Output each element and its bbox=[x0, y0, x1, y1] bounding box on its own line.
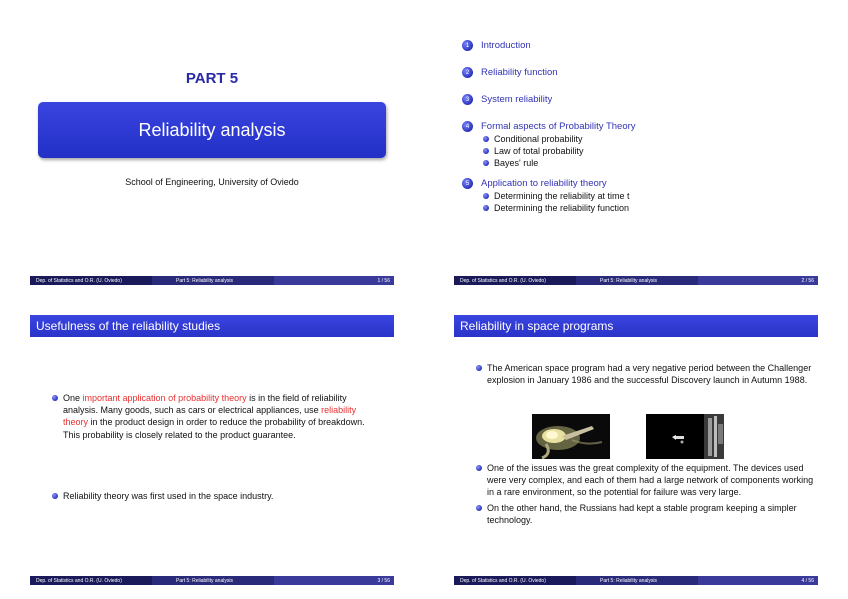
bullet-list bbox=[474, 362, 814, 386]
footer-dept: Dep. of Statistics and O.R. (U. Oviedo) bbox=[454, 276, 576, 285]
bullet-icon bbox=[476, 365, 482, 371]
outline bbox=[462, 40, 832, 229]
subsection-label: Bayes' rule bbox=[494, 158, 539, 168]
subsection-item[interactable] bbox=[481, 145, 832, 157]
subsection-item[interactable] bbox=[481, 202, 832, 214]
section-title[interactable]: System reliability bbox=[481, 94, 553, 105]
frame-title bbox=[30, 315, 394, 337]
frame-title-text: Usefulness of the reliability studies bbox=[36, 319, 221, 333]
footer-page: 4 / 56 bbox=[698, 576, 818, 585]
footer bbox=[30, 276, 394, 285]
section-number-icon: 3 bbox=[462, 94, 473, 105]
subsection-list bbox=[481, 133, 832, 169]
section-title[interactable]: Reliability function bbox=[481, 67, 558, 78]
text: Reliability theory was first used in the space industry. bbox=[63, 491, 274, 501]
footer-title: Part 5: Reliability analysis bbox=[152, 276, 274, 285]
part-label: PART 5 bbox=[185, 70, 239, 87]
footer-title: Part 5: Reliability analysis bbox=[576, 276, 698, 285]
slide-usefulness bbox=[0, 300, 424, 599]
section-number-icon: 4 bbox=[462, 121, 473, 132]
outline-section[interactable] bbox=[462, 40, 832, 52]
outline-section[interactable] bbox=[462, 94, 832, 106]
outline-section[interactable] bbox=[462, 67, 832, 79]
bullet-icon bbox=[483, 205, 489, 211]
frame-title bbox=[454, 315, 818, 337]
footer-dept: Dep. of Statistics and O.R. (U. Oviedo) bbox=[30, 276, 152, 285]
text: One bbox=[63, 393, 83, 403]
bullet-list bbox=[50, 392, 380, 441]
bullet-icon bbox=[476, 465, 482, 471]
footer-dept: Dep. of Statistics and O.R. (U. Oviedo) bbox=[30, 576, 152, 585]
slide-space-programs bbox=[424, 300, 848, 599]
institute: School of Engineering, University of Oviedo bbox=[125, 177, 299, 187]
footer-page: 2 / 56 bbox=[698, 276, 818, 285]
bullet-icon bbox=[483, 193, 489, 199]
bullet-icon bbox=[476, 505, 482, 511]
footer-dept: Dep. of Statistics and O.R. (U. Oviedo) bbox=[454, 576, 576, 585]
text: is in the field of reliability analysis. Many goods, such as cars or electrical appliances, use bbox=[63, 393, 347, 416]
bullet-item bbox=[474, 502, 814, 526]
text: On the other hand, the Russians had kept a stable program keeping a simpler technology. bbox=[487, 502, 797, 525]
section-number-icon: 2 bbox=[462, 67, 473, 78]
bullet-item bbox=[50, 490, 380, 502]
text: The American space program had a very negative period between the Challenger explosion in January 1986 and the successful Discovery launch in Autumn 1988. bbox=[487, 363, 812, 386]
title-box bbox=[38, 102, 386, 158]
section-number-icon: 5 bbox=[462, 178, 473, 189]
slide-outline bbox=[424, 0, 848, 299]
bullet-icon bbox=[52, 395, 58, 401]
footer-page: 3 / 56 bbox=[274, 576, 394, 585]
section-title[interactable]: Application to reliability theory bbox=[481, 178, 607, 189]
highlight-text: important application of probability theory bbox=[82, 393, 247, 403]
text: in the product design in order to reduce the probability of breakdown. This probability is closely related to the product guarantee. bbox=[63, 417, 365, 440]
bullet-icon bbox=[52, 493, 58, 499]
section-title[interactable]: Formal aspects of Probability Theory bbox=[481, 121, 636, 132]
bullet-list bbox=[50, 490, 380, 502]
outline-section[interactable] bbox=[462, 121, 832, 169]
challenger-image bbox=[532, 414, 610, 459]
footer-page: 1 / 56 bbox=[274, 276, 394, 285]
subsection-label: Determining the reliability at time t bbox=[494, 191, 630, 201]
subsection-label: Determining the reliability function bbox=[494, 203, 630, 213]
bullet-list bbox=[474, 462, 814, 526]
subsection-label: Conditional probability bbox=[494, 134, 583, 144]
presentation-title: Reliability analysis bbox=[138, 119, 286, 140]
subsection-item[interactable] bbox=[481, 133, 832, 145]
bullet-item bbox=[474, 462, 814, 499]
bullet-icon bbox=[483, 160, 489, 166]
bullet-icon bbox=[483, 136, 489, 142]
discovery-image bbox=[646, 414, 724, 459]
bullet-icon bbox=[483, 148, 489, 154]
section-number-icon: 1 bbox=[462, 40, 473, 51]
image-row bbox=[532, 414, 732, 459]
highlight-text: reliability theory bbox=[63, 405, 357, 428]
subsection-item[interactable] bbox=[481, 157, 832, 169]
subsection-list bbox=[481, 190, 832, 214]
footer bbox=[30, 576, 394, 585]
footer bbox=[454, 276, 818, 285]
bullet-item bbox=[50, 392, 380, 441]
footer bbox=[454, 576, 818, 585]
bullet-item bbox=[474, 362, 814, 386]
subsection-item[interactable] bbox=[481, 190, 832, 202]
frame-title-text: Reliability in space programs bbox=[460, 319, 614, 333]
outline-section[interactable] bbox=[462, 178, 832, 214]
section-title[interactable]: Introduction bbox=[481, 40, 531, 51]
footer-title: Part 5: Reliability analysis bbox=[576, 576, 698, 585]
slide-title bbox=[0, 0, 424, 299]
subsection-label: Law of total probability bbox=[494, 146, 584, 156]
text: One of the issues was the great complexity of the equipment. The devices used were very complex, and each of them had a large network of components working in a rare environment, so the potential for failure was very large. bbox=[487, 463, 814, 498]
footer-title: Part 5: Reliability analysis bbox=[152, 576, 274, 585]
